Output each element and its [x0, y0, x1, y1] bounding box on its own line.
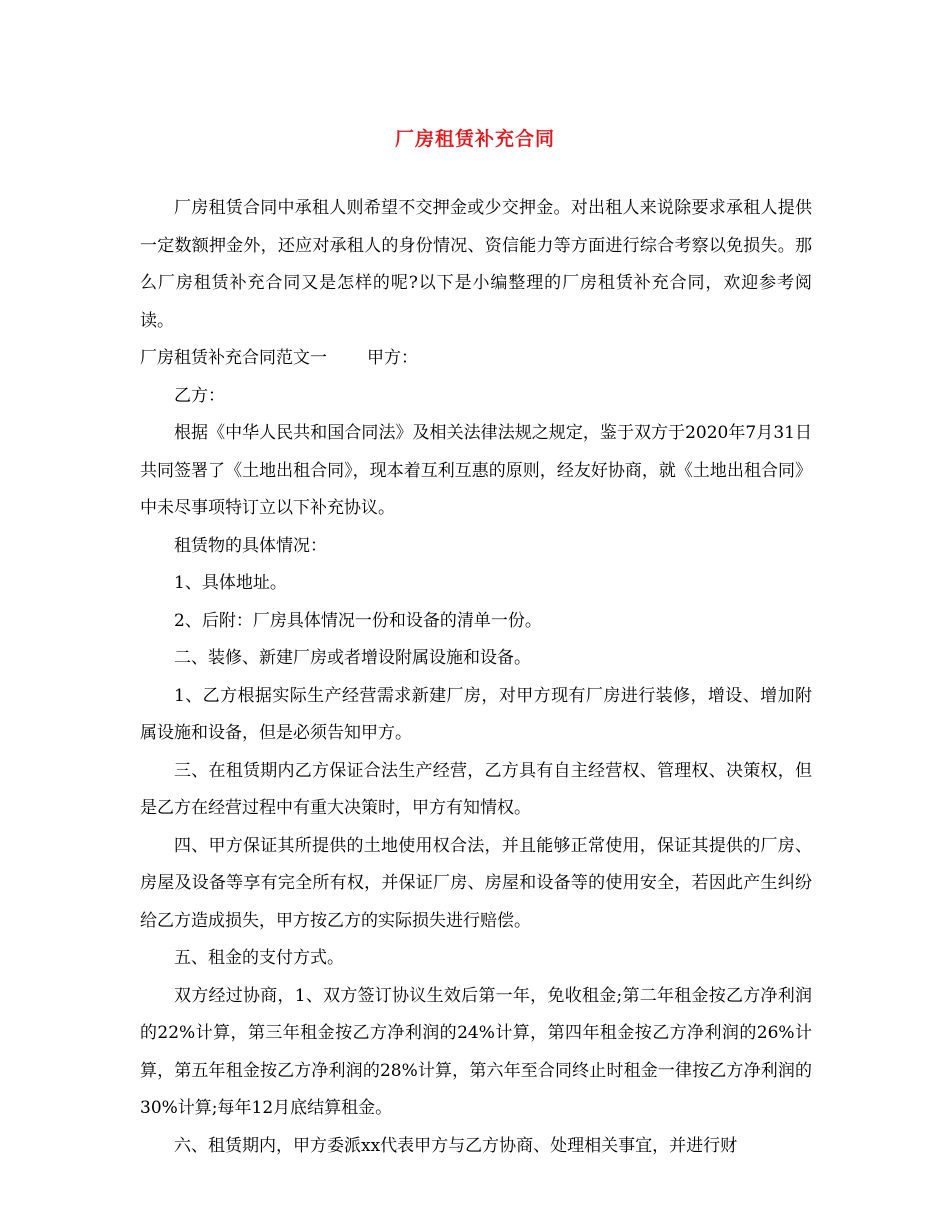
paragraph: 六、租赁期内，甲方委派xx代表甲方与乙方协商、处理相关事宜，并进行财	[174, 1135, 738, 1156]
party-a-label: 甲方：	[367, 348, 418, 368]
paragraph: 五、租金的支付方式。	[174, 948, 344, 968]
paragraph: 2、后附：厂房具体情况一份和设备的清单一份。	[174, 610, 542, 631]
party-b-label: 乙方：	[174, 385, 225, 406]
document-body	[140, 190, 812, 1165]
paragraph: 租赁物的具体情况：	[174, 535, 327, 556]
sample-title: 厂房租赁补充合同范文一	[140, 348, 327, 368]
paragraph: 三、在租赁期内乙方保证合法生产经营，乙方具有自主经营权、管理权、决策权，但是乙方在经营过程中有重大决策时，甲方有知情权。	[140, 760, 812, 818]
paragraph: 1、乙方根据实际生产经营需求新建厂房，对甲方现有厂房进行装修，增设、增加附属设施和设备，但是必须告知甲方。	[140, 685, 812, 743]
paragraph: 1、具体地址。	[174, 573, 287, 593]
intro-paragraph: 厂房租赁合同中承租人则希望不交押金或少交押金。对出租人来说除要求承租人提供一定数额押金外，还应对承租人的身份情况、资信能力等方面进行综合考察以免损失。那么厂房租赁补充合同又是怎样的呢?以下是小编整理的厂房租赁补充合同，欢迎参考阅读。	[140, 198, 812, 331]
paragraph: 四、甲方保证其所提供的土地使用权合法，并且能够正常使用，保证其提供的厂房、房屋及设备等享有完全所有权，并保证厂房、房屋和设备等的使用安全，若因此产生纠纷给乙方造成损失，甲方按乙方的实际损失进行赔偿。	[140, 835, 812, 931]
paragraph: 双方经过协商，1、双方签订协议生效后第一年，免收租金;第二年租金按乙方净利润的22%计算，第三年租金按乙方净利润的24%计算，第四年租金按乙方净利润的26%计算，第五年租金按乙方净利润的28%计算，第六年至合同终止时租金一律按乙方净利润的30%计算;每年12月底结算租金。	[140, 985, 812, 1118]
paragraph: 根据《中华人民共和国合同法》及相关法律法规之规定，鉴于双方于2020年7月31日共同签署了《土地出租合同》，现本着互利互惠的原则，经友好协商，就《土地出租合同》中未尽事项特订立以下补充协议。	[140, 423, 812, 518]
paragraph: 二、装修、新建厂房或者增设附属设施和设备。	[174, 648, 531, 668]
sample-heading-line	[140, 340, 812, 378]
document-title: 厂房租赁补充合同	[394, 128, 555, 150]
